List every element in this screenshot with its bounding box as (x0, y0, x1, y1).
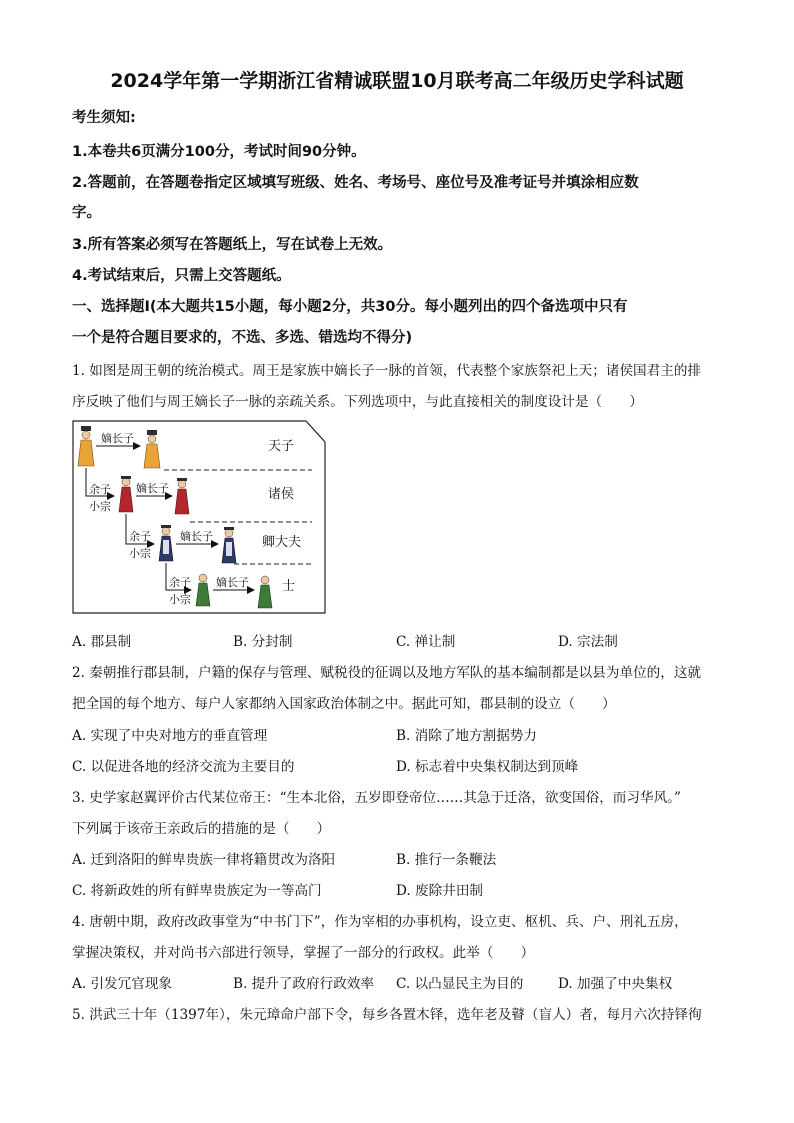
minor-branch-label-1: 小宗 (89, 500, 111, 513)
younger-son-label-3: 余子 (169, 576, 191, 589)
q1-option-d[interactable]: D. 宗法制 (558, 634, 618, 650)
q2-stem-line1: 2. 秦朝推行郡县制，户籍的保存与管理、赋税役的征调以及地方军队的基本编制都是以县为单位的，这就 (72, 665, 702, 681)
q1-stem-line2: 序反映了他们与周王嫡长子一脉的亲疏关系。下列选项中，与此直接相关的制度设计是（ ） (72, 394, 643, 410)
notice-heading: 考生须知: (72, 110, 136, 126)
q1-option-a[interactable]: A. 郡县制 (72, 634, 132, 650)
row-label-shi: 士 (282, 579, 296, 594)
q3-option-d[interactable]: D. 废除井田制 (396, 883, 484, 899)
q3-stem-line2: 下列属于该帝王亲政后的措施的是（ ） (72, 821, 331, 837)
q2-option-b[interactable]: B. 消除了地方割据势力 (396, 728, 537, 744)
section-heading-line2: 一个是符合题目要求的，不选、多选、错选均不得分) (72, 330, 413, 346)
row-label-qingdafu: 卿大夫 (262, 535, 302, 550)
q4-stem-line2: 掌握决策权，并对尚书六部进行领导，掌握了一部分的行政权。此举（ ） (72, 945, 535, 961)
q2-option-a[interactable]: A. 实现了中央对地方的垂直管理 (72, 728, 268, 744)
q3-option-b[interactable]: B. 推行一条鞭法 (396, 852, 497, 868)
page-title: 2024学年第一学期浙江省精诚联盟10月联考高二年级历史学科试题 (110, 70, 684, 92)
section-heading-line1: 一、选择题Ⅰ(本大题共15小题，每小题2分，共30分。每小题列出的四个备选项中只有 (72, 299, 628, 315)
eldest-son-label-1: 嫡长子 (101, 432, 134, 445)
minor-branch-label-2: 小宗 (129, 547, 151, 560)
q1-diagram (72, 420, 326, 614)
eldest-son-label-3: 嫡长子 (180, 530, 213, 543)
notice-item-4: 4.考试结束后，只需上交答题纸。 (72, 268, 291, 284)
q3-option-a[interactable]: A. 迁到洛阳的鲜卑贵族一律将籍贯改为洛阳 (72, 852, 336, 868)
q4-option-b[interactable]: B. 提升了政府行政效率 (233, 976, 374, 992)
q5-stem-line1: 5. 洪武三十年（1397年），朱元璋命户部下令，每乡各置木铎，选年老及瞽（盲人）者，每月六次持铎徇 (72, 1007, 702, 1023)
notice-item-2: 2.答题前，在答题卷指定区域填写班级、姓名、考场号、座位号及准考证号并填涂相应数 (72, 175, 639, 191)
q2-option-d[interactable]: D. 标志着中央集权制达到顶峰 (396, 759, 579, 775)
minor-branch-label-3: 小宗 (169, 593, 191, 606)
notice-item-3: 3.所有答案必须写在答题纸上，写在试卷上无效。 (72, 237, 393, 253)
q2-stem-line2: 把全国的每个地方、每户人家都纳入国家政治体制之中。据此可知，郡县制的设立（ ） (72, 696, 616, 712)
q3-option-c[interactable]: C. 将新政姓的所有鲜卑贵族定为一等高门 (72, 883, 322, 899)
q1-option-b[interactable]: B. 分封制 (233, 634, 293, 650)
q3-stem-line1: 3. 史学家赵翼评价古代某位帝王：“生本北俗，五岁即登帝位……其急于迁洛，欲变国俗，而习华风。” (72, 790, 681, 806)
eldest-son-label-2: 嫡长子 (136, 482, 169, 495)
q4-stem-line1: 4. 唐朝中期，政府改政事堂为“中书门下”，作为宰相的办事机构，设立吏、枢机、兵、户、刑礼五房， (72, 914, 688, 930)
q4-option-c[interactable]: C. 以凸显民主为目的 (396, 976, 524, 992)
notice-item-2-cont: 字。 (72, 205, 101, 221)
eldest-son-label-4: 嫡长子 (216, 576, 249, 589)
q1-stem-line1: 1. 如图是周王朝的统治模式。周王是家族中嫡长子一脉的首领，代表整个家族祭祀上天；诸侯国君主的排 (72, 363, 702, 379)
row-label-tianzi: 天子 (268, 439, 295, 454)
younger-son-label-1: 余子 (89, 483, 111, 496)
q1-option-c[interactable]: C. 禅让制 (396, 634, 456, 650)
notice-item-1: 1.本卷共6页满分100分，考试时间90分钟。 (72, 144, 366, 160)
younger-son-label-2: 余子 (129, 530, 151, 543)
q4-option-a[interactable]: A. 引发冗官现象 (72, 976, 173, 992)
q4-option-d[interactable]: D. 加强了中央集权 (558, 976, 673, 992)
row-label-zhuhou: 诸侯 (268, 487, 295, 502)
q2-option-c[interactable]: C. 以促进各地的经济交流为主要目的 (72, 759, 295, 775)
